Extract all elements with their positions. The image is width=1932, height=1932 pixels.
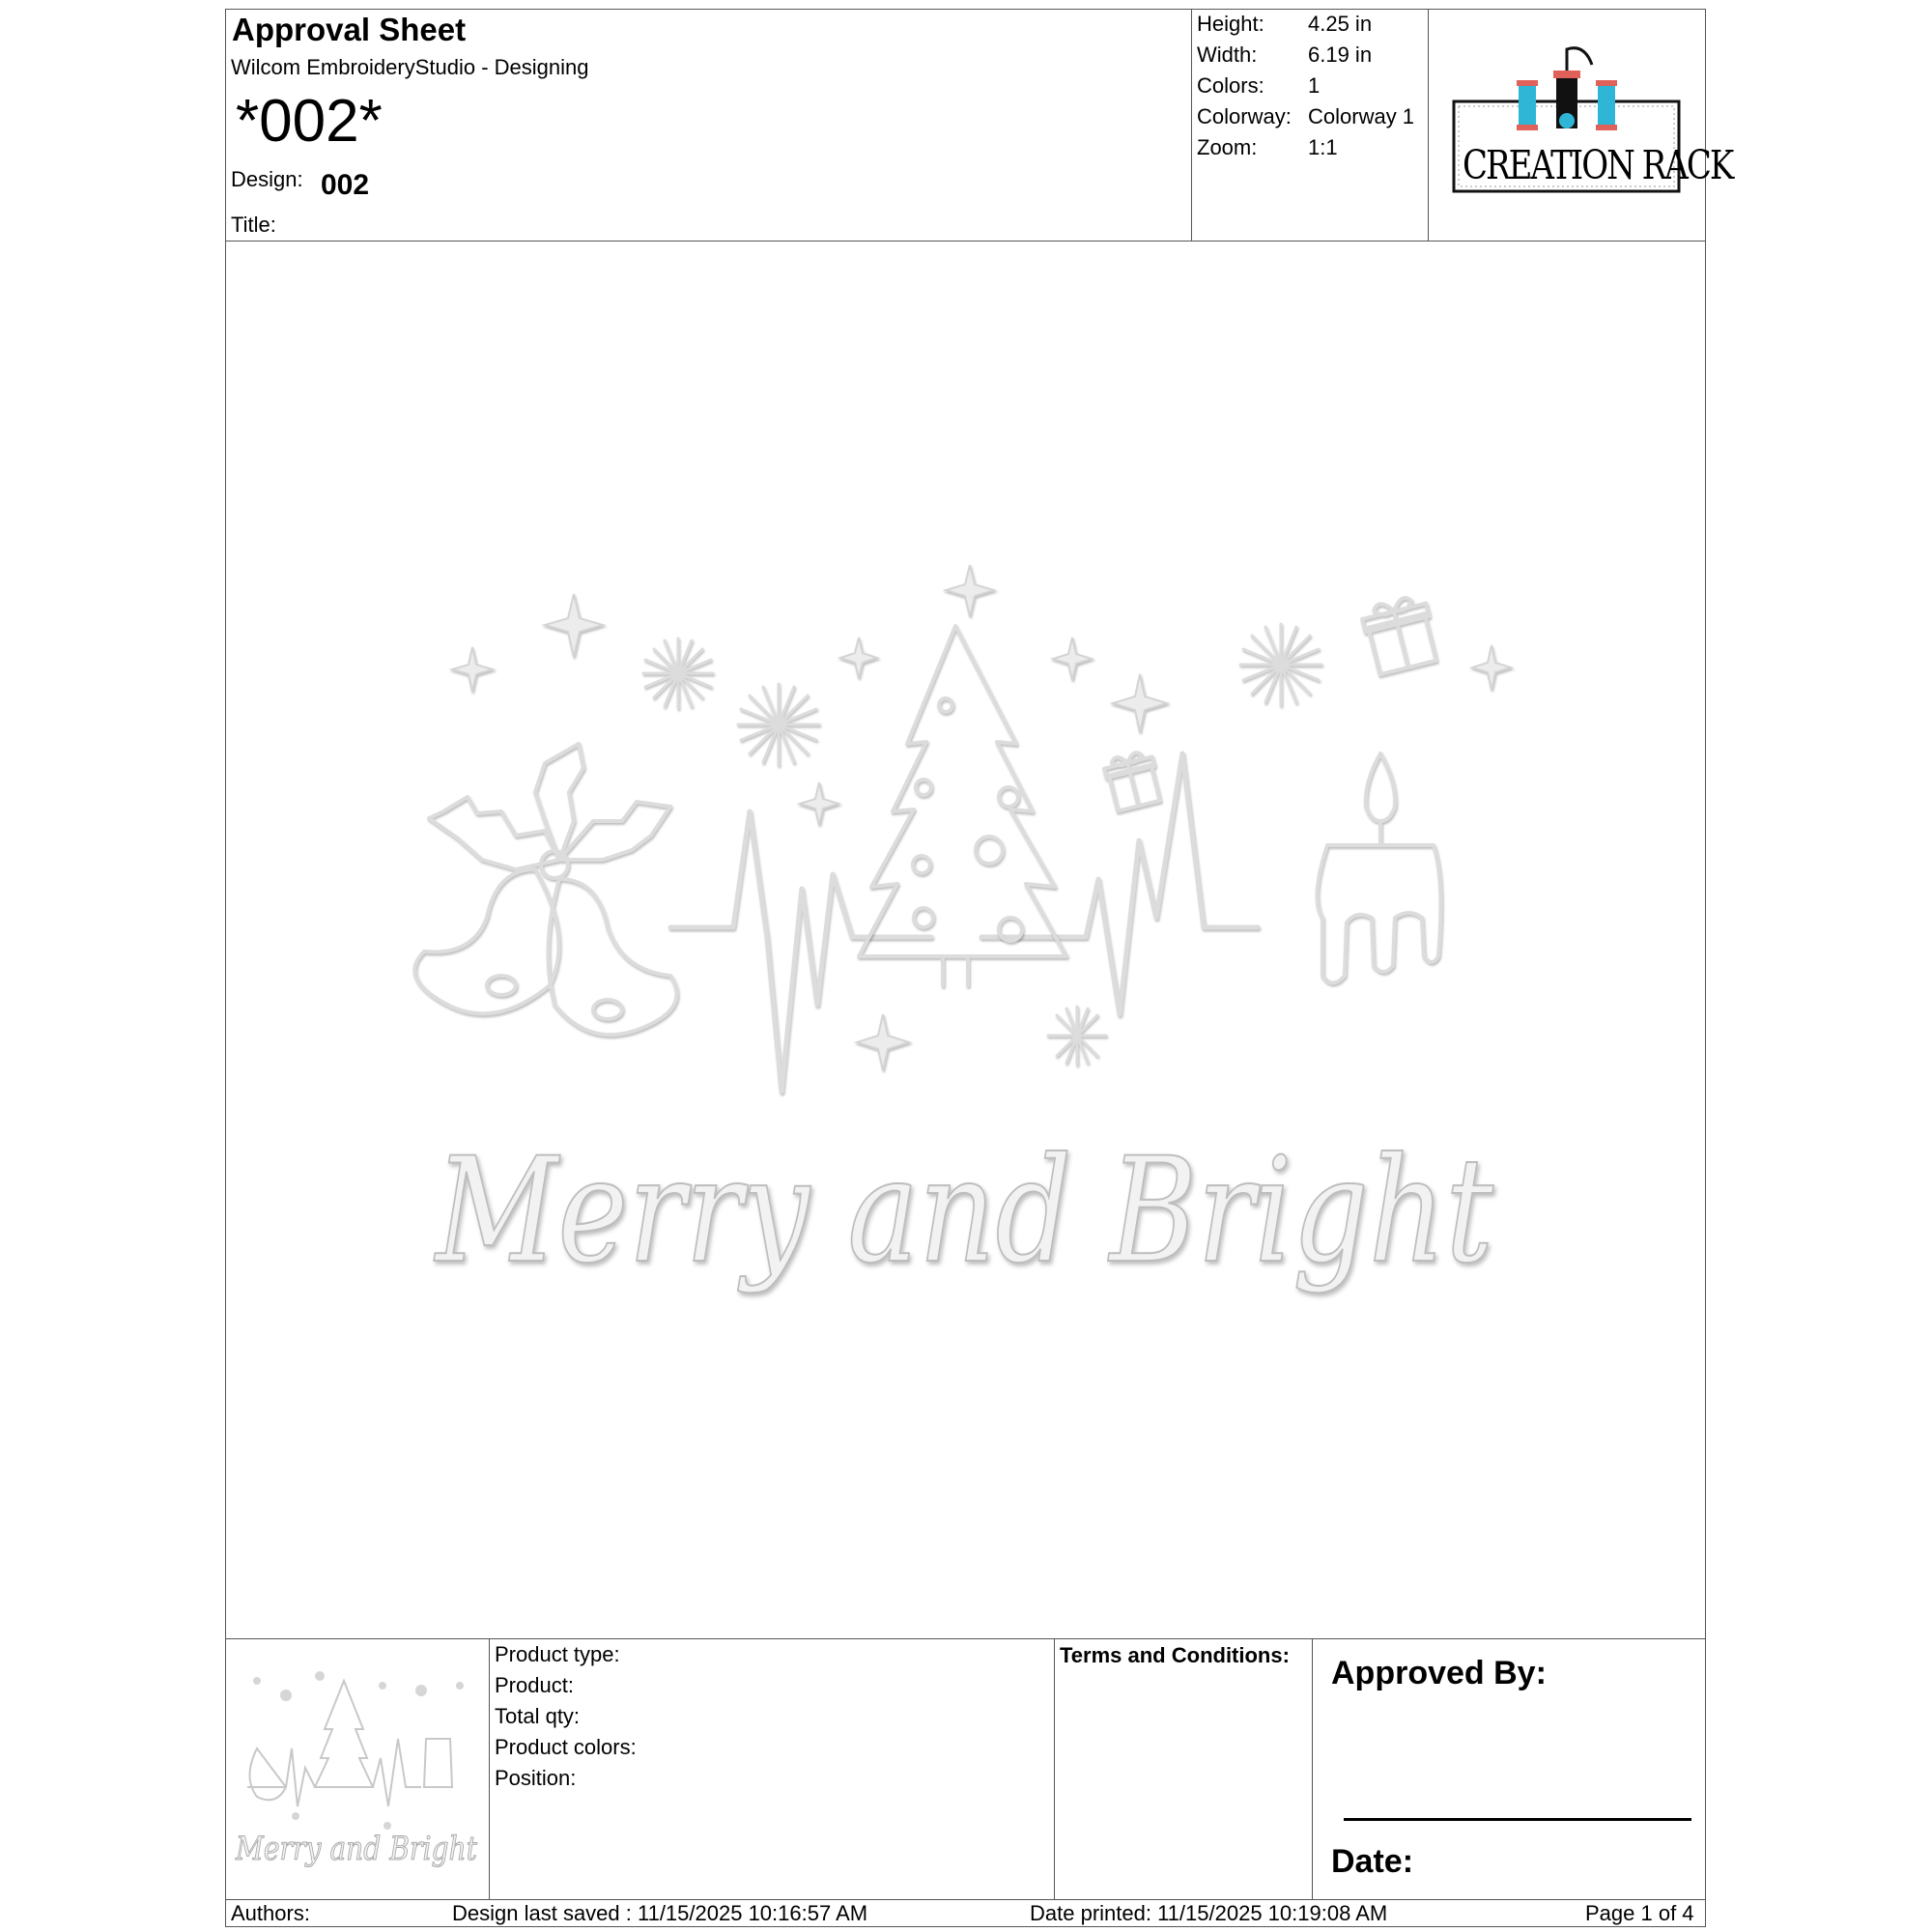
merry-and-bright-text: Merry and Bright (433, 1127, 1494, 1295)
design-preview (226, 242, 1705, 1638)
signature-line (1344, 1818, 1691, 1821)
heartbeat-line (670, 753, 1258, 1092)
spec-width-value: 6.19 in (1308, 43, 1373, 67)
spec-width-label: Width: (1197, 43, 1258, 67)
embroidery-artwork (226, 242, 1705, 1638)
approval-divider (1312, 1638, 1313, 1899)
sparkle-icon (452, 565, 1511, 1070)
holly-leaves-icon (429, 744, 670, 878)
spec-colorway-label: Colorway: (1197, 104, 1292, 128)
sheet-title: Approval Sheet (232, 12, 467, 47)
title-label: Title: (231, 213, 276, 237)
position-label: Position: (495, 1766, 577, 1790)
spec-zoom-value: 1:1 (1308, 135, 1338, 159)
christmas-tree-icon (859, 626, 1066, 985)
design-label: Design: (231, 167, 303, 191)
design-barcode: *002* (236, 88, 383, 155)
thumbnail-divider (489, 1638, 490, 1899)
footer-divider (225, 1899, 1706, 1900)
spec-zoom-label: Zoom: (1197, 135, 1258, 159)
software-name: Wilcom EmbroideryStudio - Designing (231, 55, 589, 79)
terms-label: Terms and Conditions: (1060, 1643, 1290, 1667)
approved-by-label: Approved By: (1331, 1655, 1547, 1691)
terms-divider (1054, 1638, 1055, 1899)
bells-icon (414, 869, 676, 1035)
design-thumbnail (228, 1642, 485, 1895)
logo-divider (1428, 9, 1429, 241)
spec-height-value: 4.25 in (1308, 12, 1373, 36)
product-colors-label: Product colors: (495, 1735, 637, 1759)
candle-icon (1318, 753, 1441, 983)
bottom-divider (225, 1638, 1706, 1639)
design-last-saved: Design last saved : 11/15/2025 10:16:57 AM (452, 1901, 868, 1925)
specs-divider (1191, 9, 1192, 241)
thumbnail-artwork (228, 1642, 485, 1895)
authors-label: Authors: (231, 1901, 310, 1925)
logo-text: CREATION RACK (1463, 143, 1733, 189)
product-type-label: Product type: (495, 1642, 620, 1666)
thumbnail-text: Merry and Bright (235, 1830, 478, 1868)
total-qty-label: Total qty: (495, 1704, 581, 1728)
thread-spool-icon (1517, 48, 1617, 130)
creation-rack-logo (1449, 43, 1733, 198)
spec-colorway-value: Colorway 1 (1308, 104, 1415, 128)
design-number: 002 (321, 169, 370, 201)
spec-height-label: Height: (1197, 12, 1264, 36)
product-label: Product: (495, 1673, 574, 1697)
page-number: Page 1 of 4 (1585, 1901, 1694, 1925)
spec-colors-value: 1 (1308, 73, 1321, 98)
date-printed: Date printed: 11/15/2025 10:19:08 AM (1030, 1901, 1388, 1925)
date-label: Date: (1331, 1843, 1414, 1880)
spec-colors-label: Colors: (1197, 73, 1264, 98)
